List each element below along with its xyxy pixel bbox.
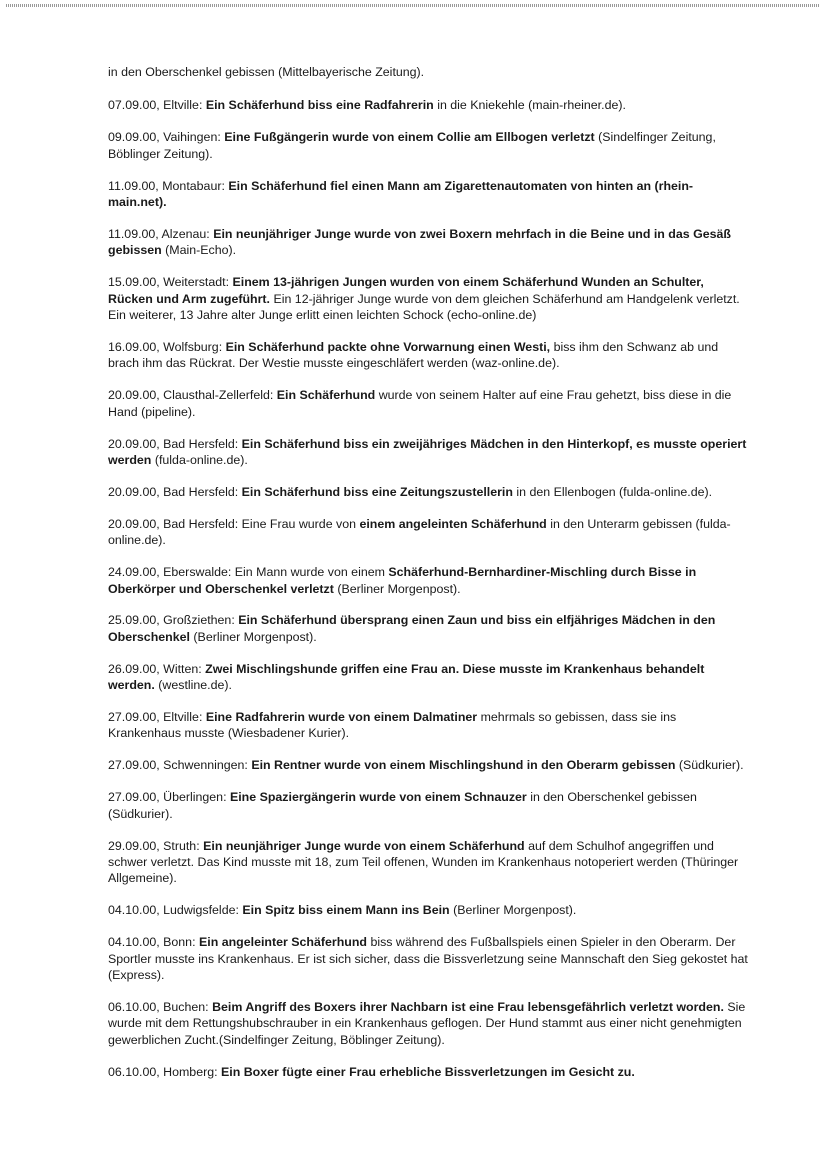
incident-place: Eltville: [163,98,203,113]
incident-date: 26.09.00, [108,661,160,676]
incident-headline: Ein Schäferhund übersprang einen Zaun und biss ein elfjähriges Mädchen in den Oberschenkel [108,613,716,644]
incident-entry [108,226,748,259]
incident-body: in den Ellenbogen (fulda-online.de). [516,484,713,499]
incident-place: Überlingen: [163,790,227,805]
incident-body: biss während des Fußballspiels einen Spieler in den Oberarm. Der Sportler musste ins Krankenhaus. Er ist sich sicher, dass die Bissverletzung seine Mannschaft den Sieg gekostet hat (Express). [108,935,748,983]
lead-text: in den Oberschenkel gebissen (Mittelbayerische Zeitung). [108,65,425,79]
incident-headline: Zwei Mischlingshunde griffen eine Frau an. Diese musste im Krankenhaus behandelt werden. [108,661,705,693]
incident-headline: Eine Spaziergängerin wurde von einem Schnauzer [229,790,527,805]
incident-place: Montabaur: [162,178,225,193]
incident-headline: Schäferhund-Bernhardiner-Mischling durch Bisse in Oberkörper und Oberschenkel verletzt [108,565,697,596]
incident-body: in den Unterarm gebissen (fulda-online.de). [108,516,731,548]
incident-place: Eberswalde: [163,565,232,580]
incident-date: 29.09.00, [108,838,160,853]
incident-body: mehrmals so gebissen, dass sie ins Krankenhaus musste (Wiesbadener Kurier). [108,710,677,741]
incident-date: 20.09.00, [108,516,160,531]
incident-place: Bad Hersfeld: [163,484,239,499]
incident-place: Homberg: [163,1064,218,1079]
incident-body: wurde von seinem Halter auf eine Frau gehetzt, biss diese in die Hand (pipeline). [108,388,732,419]
incident-entry [108,436,748,469]
incident-date: 27.09.00, [108,758,160,773]
incident-entry [108,178,748,211]
incident-headline: Eine Fußgängerin wurde von einem Collie am Ellbogen verletzt [224,130,595,145]
incident-headline: Einem 13-jährigen Jungen wurden von einem Schäferhund Wunden an Schulter, Rücken und Arm zugeführt. [108,275,704,306]
incident-date: 06.10.00, [108,1064,160,1079]
incident-entry [108,564,748,597]
incident-entry [108,757,748,773]
incident-place: Buchen: [163,999,209,1014]
incident-entry [108,902,748,918]
incident-place: Eltville: [163,710,203,725]
incident-headline: Ein neunjähriger Junge wurde von zwei Boxern mehrfach in die Beine und in das Gesäß gebissen [108,226,731,258]
incident-body: (Südkurier). [678,758,744,773]
incident-entry [108,612,748,645]
incident-headline: Ein Schäferhund [276,388,376,403]
incident-entry [108,387,748,420]
incident-body: Ein 12-jähriger Junge wurde von dem gleichen Schäferhund am Handgelenk verletzt. Ein weiterer, 13 Jahre alter Junge erlitt einen leichten Schock (echo-online.de) [108,291,740,323]
incident-body: (westline.de). [158,678,232,693]
incident-body: (Sindelfinger Zeitung, Böblinger Zeitung). [108,130,716,161]
incident-place: Großziethen: [163,613,235,628]
incident-body: (fulda-online.de). [154,453,248,467]
incident-intro: Ein Mann wurde von einem [234,565,385,580]
incident-date: 16.09.00, [108,339,160,354]
incident-place: Struth: [163,838,200,853]
incident-entry [108,516,748,549]
incident-headline: Ein Schäferhund biss eine Radfahrerin [205,98,434,113]
incident-body: Sie wurde mit dem Rettungshubschrauber in ein Krankenhaus geflogen. Der Hund stammt aus einer nicht genehmigten gewerblichen Zucht.(Sindelfinger Zeitung, Böblinger Zeitung). [108,999,746,1047]
incident-place: Alzenau: [161,226,210,241]
incident-date: 27.09.00, [108,790,160,805]
incident-body: auf dem Schulhof angegriffen und schwer verletzt. Das Kind musste mit 18, zum Teil offenen, Wunden im Krankenhaus notoperiert werden (Thüringer Allgemeine). [108,838,739,886]
incident-entry [108,838,748,887]
incident-body: (Berliner Morgenpost). [193,629,317,644]
incident-place: Weiterstadt: [163,275,230,290]
incident-headline: Ein Schäferhund packte ohne Vorwarnung einen Westi, [225,339,551,354]
incident-entry [108,1064,748,1080]
incident-date: 20.09.00, [108,436,160,451]
incident-place: Bad Hersfeld: [163,516,239,531]
incident-entry [108,934,748,983]
incident-date: 07.09.00, [108,98,160,113]
incident-date: 24.09.00, [108,565,160,580]
incident-date: 09.09.00, [108,130,160,145]
incident-body: in die Kniekehle (main-rheiner.de). [437,98,626,113]
incident-entry [108,999,748,1048]
incident-entry [108,661,748,694]
incident-date: 06.10.00, [108,999,160,1014]
incident-place: Wolfsburg: [163,339,223,354]
incident-headline: Ein Schäferhund biss ein zweijähriges Mädchen in den Hinterkopf, es musste operiert werden [108,436,747,467]
incident-headline: Ein Schäferhund biss eine Zeitungszustellerin [241,484,513,499]
incident-date: 27.09.00, [108,710,160,725]
incident-entry [108,789,748,822]
scan-top-edge [6,4,820,7]
incident-place: Clausthal-Zellerfeld: [163,388,274,403]
incident-date: 15.09.00, [108,275,160,290]
incident-body: in den Oberschenkel gebissen (Südkurier). [108,790,697,821]
incident-place: Witten: [163,661,202,676]
incident-entry [108,484,748,500]
incident-body: (Berliner Morgenpost). [453,903,577,918]
incident-headline: Ein Spitz biss einem Mann ins Bein [242,903,450,918]
incident-headline: Ein Boxer fügte einer Frau erhebliche Bissverletzungen im Gesicht zu. [221,1064,635,1079]
incident-place: Vaihingen: [163,130,221,145]
incident-date: 04.10.00, [108,903,160,918]
incident-place: Ludwigsfelde: [163,903,239,918]
incident-date: 25.09.00, [108,613,160,628]
incident-body: (Main-Echo). [165,243,237,258]
incident-date: 11.09.00, [108,178,159,193]
incident-entry [108,129,748,162]
incident-date: 04.10.00, [108,935,160,950]
incident-headline: Beim Angriff des Boxers ihrer Nachbarn ist eine Frau lebensgefährlich verletzt worden. [212,999,724,1014]
incident-place: Schwenningen: [163,758,248,773]
incident-headline: einem angeleinten Schäferhund [359,516,547,531]
document-body [108,64,748,1096]
incident-entry [108,339,748,372]
incident-date: 20.09.00, [108,388,160,403]
incident-list [108,97,748,1080]
incident-headline: Ein Schäferhund fiel einen Mann am Zigarettenautomaten von hinten an (rhein-main.net). [108,178,694,210]
incident-body: (Berliner Morgenpost). [337,581,461,596]
incident-entry [108,274,748,323]
incident-place: Bad Hersfeld: [163,436,239,451]
incident-place: Bonn: [163,935,196,950]
incident-headline: Ein angeleinter Schäferhund [198,935,367,950]
incident-headline: Ein neunjähriger Junge wurde von einem Schäferhund [203,838,525,853]
incident-headline: Eine Radfahrerin wurde von einem Dalmatiner [205,710,478,725]
incident-entry [108,97,748,113]
incident-date: 11.09.00, [108,226,159,241]
incident-intro: Eine Frau wurde von [241,516,357,531]
incident-body: biss ihm den Schwanz ab und brach ihm das Rückrat. Der Westie musste eingeschläfert werden (waz-online.de). [108,339,719,371]
incident-headline: Ein Rentner wurde von einem Mischlingshund in den Oberarm gebissen [251,758,676,773]
incident-entry [108,709,748,742]
incident-date: 20.09.00, [108,484,160,499]
